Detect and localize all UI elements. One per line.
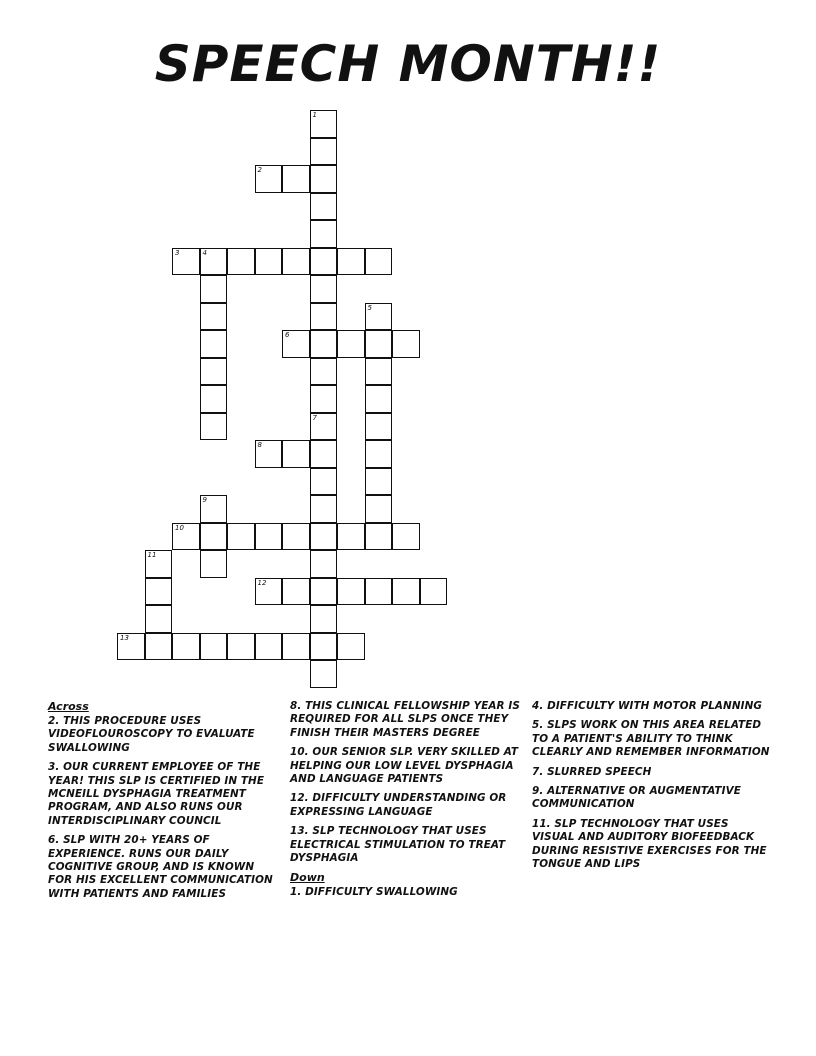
clue-across-3: 3. OUR CURRENT EMPLOYEE OF THE YEAR! THIS SLP IS CERTIFIED IN THE MCNEILL DYSPHAGIA TREATMENT PROGRAM, AND ALSO RUNS OUR INTERDISCIPLINARY COUNCIL [48,761,265,827]
crossword-cell[interactable] [337,248,365,276]
crossword-cell[interactable] [310,633,338,661]
crossword-cell[interactable] [337,523,365,551]
crossword-cell[interactable] [145,550,173,578]
clue-across-2: 2. THIS PROCEDURE USES VIDEOFLOUROSCOPY TO EVALUATE SWALLOWING [48,715,255,754]
clue-number: 1 [312,111,317,119]
crossword-cell[interactable] [227,633,255,661]
crossword-cell[interactable] [310,495,338,523]
clue-number: 8 [257,441,262,449]
clue-across-10: 10. OUR SENIOR SLP. VERY SKILLED AT HELPING OUR LOW LEVEL DYSPHAGIA AND LANGUAGE PATIENTS [290,746,519,786]
clue-down-4: 4. DIFFICULTY WITH MOTOR PLANNING [532,700,763,712]
crossword-cell[interactable] [310,385,338,413]
crossword-cell[interactable] [310,165,338,193]
crossword-cell[interactable] [420,578,448,606]
crossword-cell[interactable] [200,550,228,578]
clue-across-13: 13. SLP TECHNOLOGY THAT USES ELECTRICAL STIMULATION TO TREAT DYSPHAGIA [290,825,506,865]
crossword-cell[interactable] [310,578,338,606]
crossword-cell[interactable] [365,303,393,331]
crossword-cell[interactable] [365,440,393,468]
crossword-cell[interactable] [200,523,228,551]
crossword-cell[interactable] [200,633,228,661]
crossword-cell[interactable] [255,633,283,661]
clue-down-1: 1. DIFFICULTY SWALLOWING [290,886,458,899]
crossword-cell[interactable] [227,523,255,551]
crossword-cell[interactable] [337,330,365,358]
across-heading: Across [48,700,89,713]
clue-across-8: 8. THIS CLINICAL FELLOWSHIP YEAR IS REQUIRED FOR ALL SLPS ONCE THEY FINISH THEIR MASTERS DEGREE [290,700,520,739]
clue-column-3 [532,700,772,877]
crossword-cell[interactable] [255,248,283,276]
crossword-cell[interactable] [365,578,393,606]
crossword-cell[interactable] [365,330,393,358]
crossword-cell[interactable] [365,385,393,413]
crossword-cell[interactable] [200,495,228,523]
crossword-cell[interactable] [255,578,283,606]
clue-number: 11 [147,551,157,559]
crossword-cell[interactable] [117,633,145,661]
crossword-cell[interactable] [200,330,228,358]
crossword-cell[interactable] [200,358,228,386]
crossword-cell[interactable] [365,495,393,523]
crossword-cell[interactable] [310,413,338,441]
crossword-cell[interactable] [310,110,338,138]
crossword-cell[interactable] [310,468,338,496]
clue-number: 2 [257,166,262,174]
clue-across-12: 12. DIFFICULTY UNDERSTANDING OR EXPRESSING LANGUAGE [290,792,507,818]
clue-number: 6 [285,331,290,339]
crossword-cell[interactable] [282,440,310,468]
crossword-cell[interactable] [365,413,393,441]
clue-number: 7 [312,413,317,422]
crossword-cell[interactable] [282,165,310,193]
crossword-cell[interactable] [282,248,310,276]
clue-down-11: 11. SLP TECHNOLOGY THAT USES VISUAL AND AUDITORY BIOFEEDBACK DURING RESISTIVE EXERCISES FOR THE TONGUE AND LIPS [532,817,767,871]
crossword-cell[interactable] [172,523,200,551]
crossword-cell[interactable] [255,440,283,468]
crossword-cell[interactable] [255,165,283,193]
crossword-cell[interactable] [282,633,310,661]
crossword-cell[interactable] [282,330,310,358]
crossword-cell[interactable] [392,578,420,606]
crossword-cell[interactable] [392,330,420,358]
crossword-cell[interactable] [227,248,255,276]
crossword-cell[interactable] [145,605,173,633]
clue-number: 12 [257,578,267,587]
crossword-cell[interactable] [282,578,310,606]
crossword-cell[interactable] [310,660,338,688]
crossword-cell[interactable] [365,523,393,551]
crossword-cell[interactable] [255,523,283,551]
crossword-cell[interactable] [310,138,338,166]
crossword-cell[interactable] [310,440,338,468]
crossword-cell[interactable] [172,633,200,661]
clue-number: 5 [367,303,372,312]
clue-number: 10 [175,523,184,532]
crossword-cell[interactable] [337,578,365,606]
crossword-cell[interactable] [310,275,338,303]
clue-across-6: 6. SLP WITH 20+ YEARS OF EXPERIENCE. RUNS OUR DAILY COGNITIVE GROUP, AND IS KNOWN FOR HIS EXCELLENT COMMUNICATION WITH PATIENTS AND FAMILIES [48,834,273,900]
down-heading: Down [290,871,325,885]
crossword-cell[interactable] [310,358,338,386]
crossword-cell[interactable] [310,248,338,276]
crossword-cell[interactable] [200,275,228,303]
crossword-cell[interactable] [365,468,393,496]
crossword-cell[interactable] [310,220,338,248]
crossword-cell[interactable] [310,550,338,578]
crossword-cell[interactable] [392,523,420,551]
crossword-cell[interactable] [145,633,173,661]
clue-down-9: 9. ALTERNATIVE OR AUGMENTATIVE COMMUNICATION [532,785,741,811]
crossword-cell[interactable] [200,413,228,441]
crossword-cell[interactable] [310,605,338,633]
clue-down-5: 5. SLPS WORK ON THIS AREA RELATED TO A PATIENT'S ABILITY TO THINK CLEARLY AND REMEMBER INFORMATION [532,719,770,759]
crossword-cell[interactable] [200,385,228,413]
crossword-cell[interactable] [337,633,365,661]
crossword-cell[interactable] [310,523,338,551]
clue-number: 3 [175,248,180,257]
crossword-cell[interactable] [200,303,228,331]
crossword-cell[interactable] [365,248,393,276]
clue-column-1 [48,700,280,907]
clue-number: 13 [120,633,129,642]
clue-number: 4 [202,248,207,257]
crossword-cell[interactable] [145,578,173,606]
crossword-cell[interactable] [310,303,338,331]
crossword-cell[interactable] [365,358,393,386]
clue-down-7: 7. SLURRED SPEECH [532,765,652,778]
crossword-cell[interactable] [172,248,200,276]
crossword-cell[interactable] [200,248,228,276]
clue-number: 9 [202,496,207,504]
page-title: SPEECH MONTH!! [154,35,662,93]
crossword-cell[interactable] [310,193,338,221]
crossword-cell[interactable] [310,330,338,358]
crossword-cell[interactable] [282,523,310,551]
clue-column-2 [290,700,526,906]
